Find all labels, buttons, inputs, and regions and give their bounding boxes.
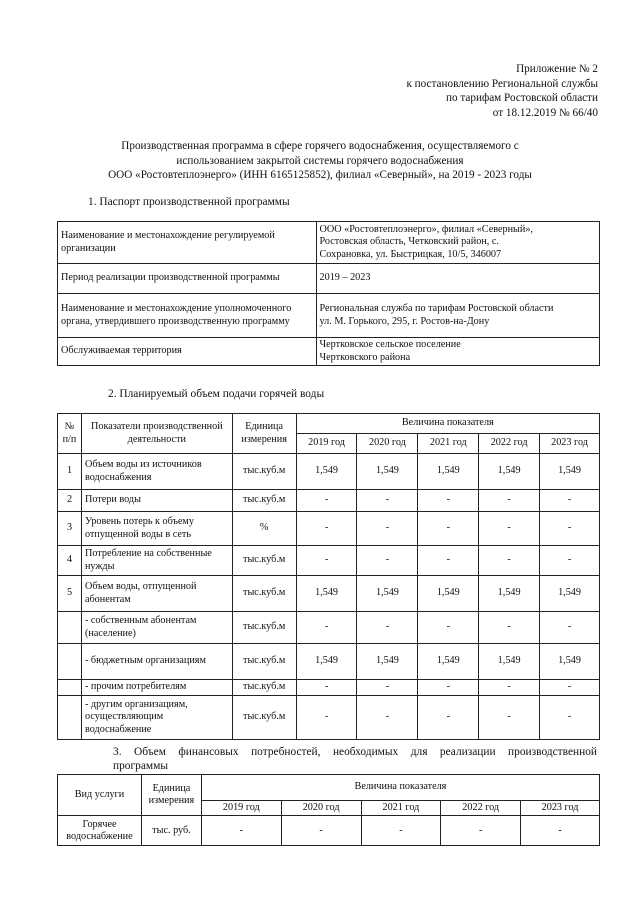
cell-num [58, 696, 82, 740]
col-header-indicator: Показатели производственной деятельности [81, 414, 232, 454]
table-row [58, 576, 600, 612]
section1-heading: 1. Паспорт производственной программы [88, 196, 290, 208]
section3-heading [113, 745, 597, 759]
cell-indicator: - другим организациям, осуществляющим водоснабжение [81, 696, 232, 740]
appendix-line: от 18.12.2019 № 66/40 [492, 106, 598, 119]
cell-value: 1,549 [357, 454, 418, 490]
cell-value: 1,549 [418, 576, 479, 612]
section2-heading: 2. Планируемый объем подачи горячей воды [108, 388, 325, 400]
cell-unit: тыс.куб.м [232, 696, 296, 740]
document-title [40, 139, 600, 183]
cell-value: 1,549 [418, 454, 479, 490]
col-header-service: Вид услуги [58, 775, 142, 816]
cell-unit: % [232, 512, 296, 546]
cell-value: - [296, 612, 357, 644]
cell-num: 2 [58, 490, 82, 512]
cell-value: - [479, 512, 540, 546]
col-header-year: 2019 год [296, 434, 357, 454]
table-row [58, 680, 600, 696]
heading-line: 3. Объем финансовых потребностей, необходимых для реализации производственной [113, 746, 597, 758]
cell-num: 1 [58, 454, 82, 490]
cell-indicator: Объем воды из источников водоснабжения [81, 454, 232, 490]
cell-unit: тыс.куб.м [232, 644, 296, 680]
value-line: Сохрановка, ул. Быстрицкая, 10/5, 346007 [319, 248, 502, 260]
cell-value: - [540, 696, 600, 740]
value-line: ООО «Ростовтеплоэнерго», филиал «Северный», [319, 224, 533, 236]
cell-value: - [296, 680, 357, 696]
passport-label: Период реализации производственной программы [58, 264, 317, 294]
cell-num [58, 612, 82, 644]
cell-value: 1,549 [296, 454, 357, 490]
cell-value: - [296, 546, 357, 576]
passport-value [316, 222, 599, 264]
cell-unit: тыс.куб.м [232, 612, 296, 644]
cell-value: - [540, 546, 600, 576]
cell-value: 1,549 [540, 576, 600, 612]
cell-value: - [357, 680, 418, 696]
table-row [58, 222, 600, 264]
cell-value: 1,549 [540, 644, 600, 680]
value-line: 2019 – 2023 [319, 272, 371, 284]
table-row [58, 644, 600, 680]
value-line: ул. М. Горького, 295, г. Ростов-на-Дону [319, 315, 490, 327]
col-header-value: Величина показателя [296, 414, 599, 434]
cell-value: - [357, 490, 418, 512]
cell-value: - [357, 612, 418, 644]
cell-value: 1,549 [479, 576, 540, 612]
table-row [58, 696, 600, 740]
cell-value: - [479, 612, 540, 644]
table-row [58, 264, 600, 294]
passport-value [316, 338, 599, 366]
cell-value: - [418, 680, 479, 696]
col-header-unit: Единица измерения [141, 775, 201, 816]
cell-value: 1,549 [540, 454, 600, 490]
cell-value: - [418, 512, 479, 546]
cell-value: - [441, 816, 521, 846]
passport-table [57, 221, 600, 366]
cell-value: 1,549 [418, 644, 479, 680]
cell-unit: тыс.куб.м [232, 490, 296, 512]
cell-num: 4 [58, 546, 82, 576]
financial-table [57, 774, 600, 846]
cell-value: - [479, 696, 540, 740]
table-row [58, 454, 600, 490]
cell-value: - [296, 512, 357, 546]
cell-value: - [281, 816, 361, 846]
col-header-year: 2023 год [521, 801, 600, 816]
cell-unit: тыс.куб.м [232, 680, 296, 696]
cell-value: - [418, 546, 479, 576]
col-header-year: 2022 год [441, 801, 521, 816]
col-header-value: Величина показателя [201, 775, 599, 801]
cell-value: - [418, 696, 479, 740]
cell-service: Горячее водоснабжение [58, 816, 142, 846]
cell-value: - [296, 490, 357, 512]
cell-value: - [357, 512, 418, 546]
cell-value: - [418, 612, 479, 644]
passport-label: Обслуживаемая территория [58, 338, 317, 366]
water-supply-table [57, 413, 600, 740]
cell-value: - [521, 816, 600, 846]
section3-heading-cont: программы [113, 760, 168, 772]
cell-value: - [296, 696, 357, 740]
cell-unit: тыс.куб.м [232, 454, 296, 490]
cell-value: 1,549 [296, 576, 357, 612]
col-header-year: 2020 год [281, 801, 361, 816]
appendix-line: Приложение № 2 [516, 63, 598, 75]
cell-value: - [540, 490, 600, 512]
appendix-line: к постановлению Региональной службы [406, 77, 598, 90]
cell-num: 5 [58, 576, 82, 612]
cell-value: - [357, 696, 418, 740]
col-header-year: 2021 год [418, 434, 479, 454]
value-line: Региональная служба по тарифам Ростовской области [319, 303, 554, 315]
cell-num [58, 680, 82, 696]
title-line: Производственная программа в сфере горячего водоснабжения, осуществляемого с [121, 140, 519, 152]
cell-value: - [361, 816, 441, 846]
col-header-num: № п/п [58, 414, 82, 454]
passport-label: Наименование и местонахождение уполномоченного органа, утвердившего производственную программу [58, 294, 317, 338]
table-header-row [58, 775, 600, 801]
col-header-year: 2021 год [361, 801, 441, 816]
table-row [58, 338, 600, 366]
value-line: Чертковское сельское поселение [319, 339, 461, 351]
appendix-line: по тарифам Ростовской области [446, 92, 598, 105]
cell-unit: тыс.куб.м [232, 576, 296, 612]
col-header-year: 2019 год [201, 801, 281, 816]
cell-value: 1,549 [357, 576, 418, 612]
appendix-header [406, 62, 598, 120]
cell-value: - [201, 816, 281, 846]
cell-value: 1,549 [479, 454, 540, 490]
table-row [58, 294, 600, 338]
passport-value [316, 294, 599, 338]
cell-indicator: - бюджетным организациям [81, 644, 232, 680]
cell-value: - [540, 680, 600, 696]
cell-value: - [357, 546, 418, 576]
cell-indicator: Уровень потерь к объему отпущенной воды в сеть [81, 512, 232, 546]
cell-value: - [479, 680, 540, 696]
cell-value: - [479, 490, 540, 512]
table-row [58, 490, 600, 512]
col-header-year: 2022 год [479, 434, 540, 454]
title-line: ООО «Ростовтеплоэнерго» (ИНН 6165125852), филиал «Северный», на 2019 - 2023 годы [108, 169, 532, 182]
col-header-year: 2020 год [357, 434, 418, 454]
cell-indicator: Потери воды [81, 490, 232, 512]
cell-indicator: Объем воды, отпущенной абонентам [81, 576, 232, 612]
cell-value: 1,549 [479, 644, 540, 680]
passport-value [316, 264, 599, 294]
table-row [58, 816, 600, 846]
cell-value: 1,549 [357, 644, 418, 680]
col-header-unit: Единица измерения [232, 414, 296, 454]
cell-value: 1,549 [296, 644, 357, 680]
passport-label: Наименование и местонахождение регулируемой организации [58, 222, 317, 264]
cell-indicator: - собственным абонентам (население) [81, 612, 232, 644]
cell-num [58, 644, 82, 680]
title-line: использованием закрытой системы горячего водоснабжения [176, 154, 464, 167]
cell-value: - [479, 546, 540, 576]
table-header-row [58, 414, 600, 434]
cell-value: - [418, 490, 479, 512]
col-header-year: 2023 год [540, 434, 600, 454]
cell-unit: тыс.куб.м [232, 546, 296, 576]
cell-unit: тыс. руб. [141, 816, 201, 846]
cell-indicator: Потребление на собственные нужды [81, 546, 232, 576]
cell-num: 3 [58, 512, 82, 546]
value-line: Ростовская область, Четковский район, с. [319, 236, 499, 248]
table-row [58, 512, 600, 546]
cell-value: - [540, 512, 600, 546]
table-row [58, 612, 600, 644]
value-line: Чертковского района [319, 351, 411, 363]
table-row [58, 546, 600, 576]
cell-indicator: - прочим потребителям [81, 680, 232, 696]
cell-value: - [540, 612, 600, 644]
